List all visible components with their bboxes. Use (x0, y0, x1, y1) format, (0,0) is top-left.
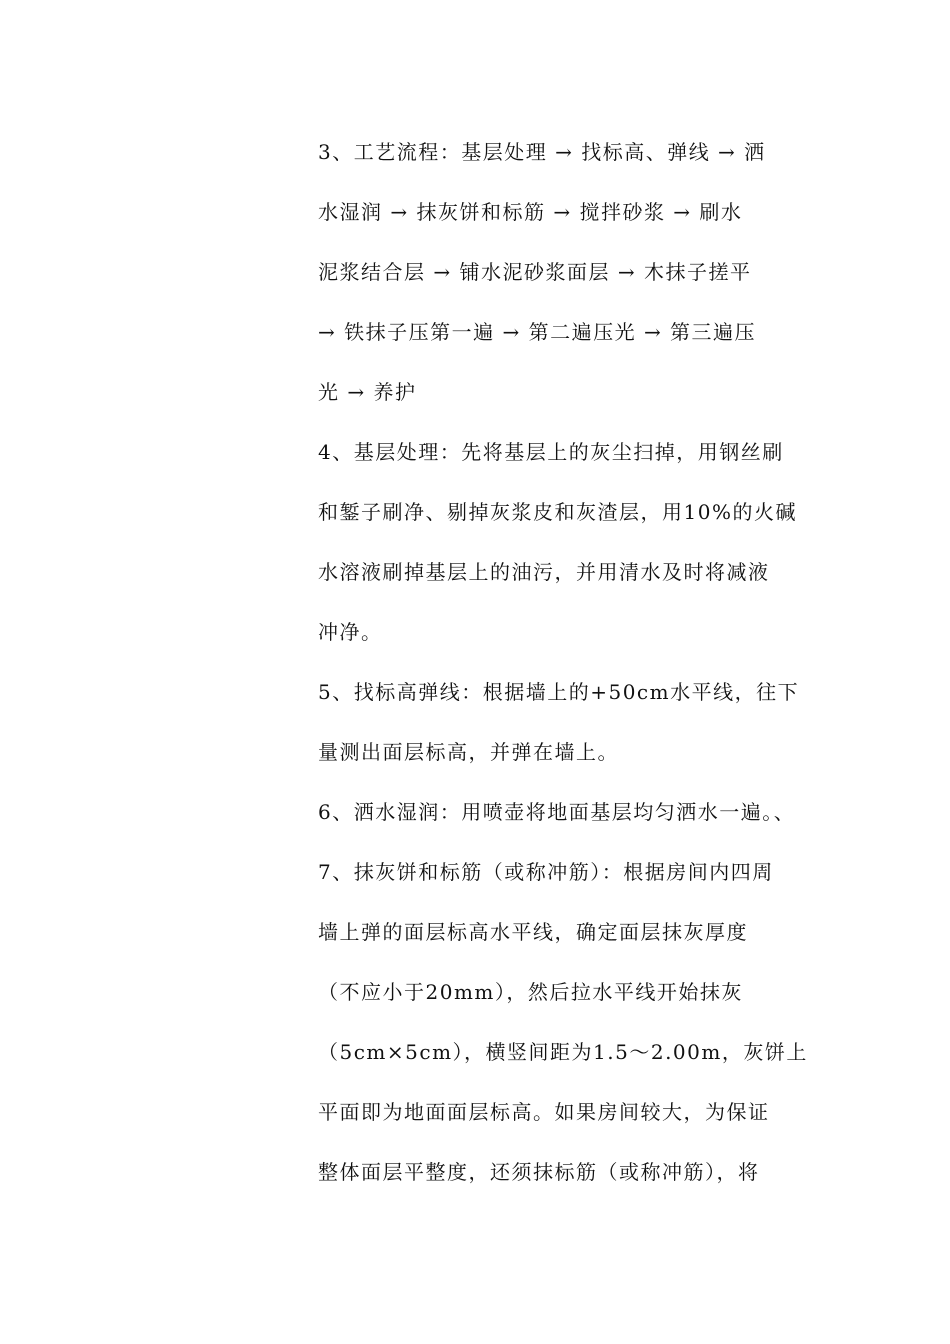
text-line: （不应小于20mm），然后拉水平线开始抹灰 (318, 980, 743, 1004)
text-line: 水溶液刷掉基层上的油污，并用清水及时将减液 (318, 560, 770, 584)
text-line: 量测出面层标高，并弹在墙上。 (318, 740, 619, 764)
document-body (318, 122, 818, 1202)
text-line: 5、找标高弹线：根据墙上的+50cm水平线，往下 (318, 680, 800, 704)
text-line: 6、洒水湿润：用喷壶将地面基层均匀洒水一遍。、 (318, 800, 796, 824)
text-line: 水湿润 → 抹灰饼和标筋 → 搅拌砂浆 → 刷水 (318, 200, 743, 224)
text-line: 平面即为地面面层标高。如果房间较大，为保证 (318, 1100, 770, 1124)
text-line: 光 → 养护 (318, 380, 417, 404)
text-line: 泥浆结合层 → 铺水泥砂浆面层 → 木抹子搓平 (318, 260, 752, 284)
text-line: （5cm×5cm），横竖间距为1.5～2.00m，灰饼上 (318, 1040, 808, 1064)
text-line: 整体面层平整度，还须抹标筋（或称冲筋），将 (318, 1160, 760, 1184)
text-line: → 铁抹子压第一遍 → 第二遍压光 → 第三遍压 (318, 320, 757, 344)
text-line: 墙上弹的面层标高水平线，确定面层抹灰厚度 (318, 920, 748, 944)
text-line: 4、基层处理：先将基层上的灰尘扫掉，用钢丝刷 (318, 440, 784, 464)
text-line: 3、工艺流程：基层处理 → 找标高、弹线 → 洒 (318, 140, 766, 164)
text-line: 7、抹灰饼和标筋（或称冲筋）：根据房间内四周 (318, 860, 774, 884)
text-line: 和錾子刷净、剔掉灰浆皮和灰渣层，用10%的火碱 (318, 500, 797, 524)
text-line: 冲净。 (318, 620, 383, 644)
